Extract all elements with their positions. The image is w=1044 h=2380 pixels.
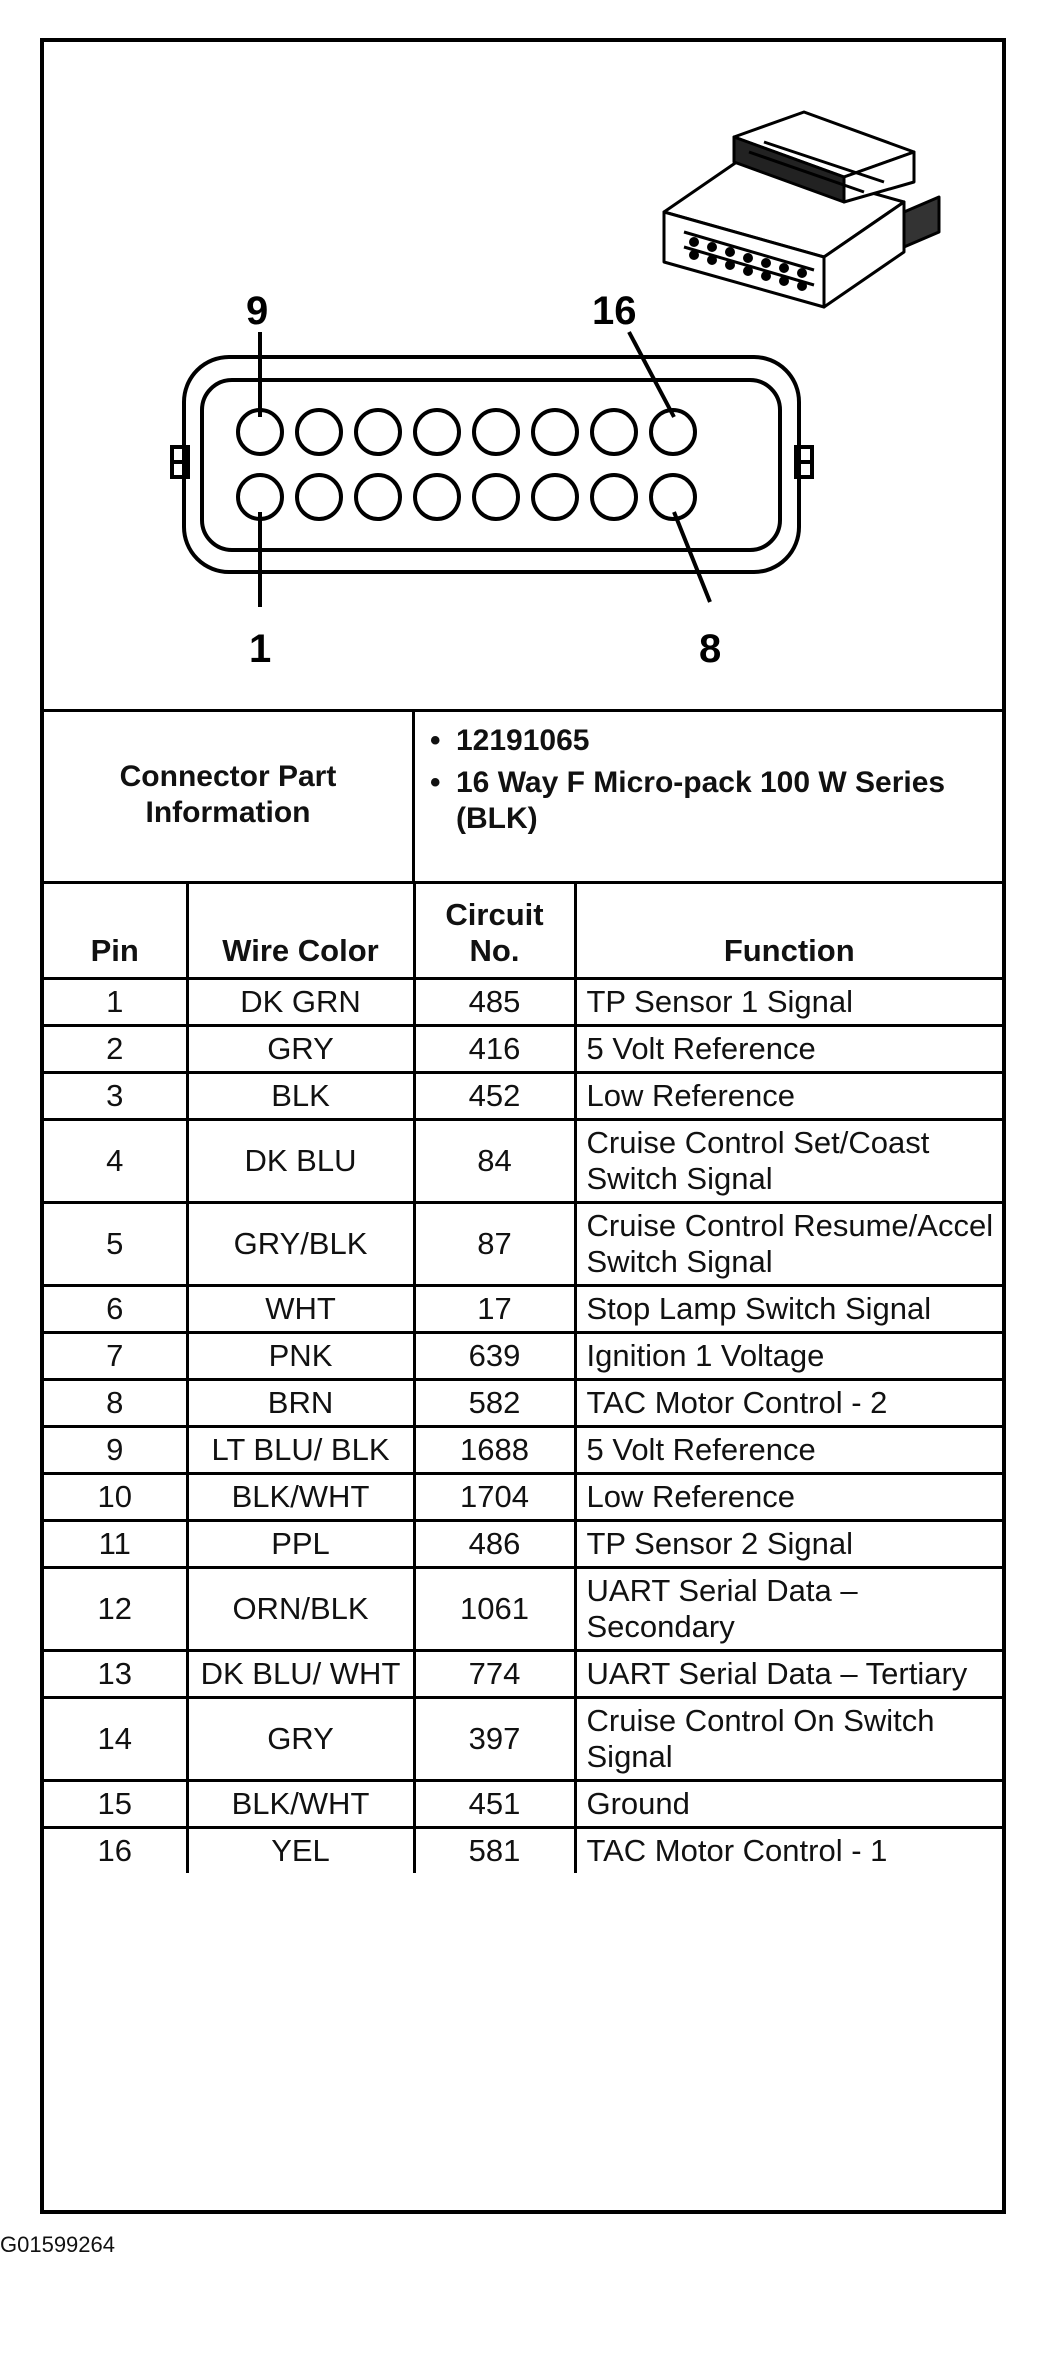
cell-pin: 9 (44, 1426, 187, 1473)
connector-face (172, 357, 812, 572)
pin-cavity (415, 475, 459, 519)
cell-wire-color: DK BLU/ WHT (187, 1650, 414, 1697)
pin-label-1: 1 (249, 627, 272, 671)
cell-function: Low Reference (575, 1072, 1002, 1119)
pin-cavity (356, 410, 400, 454)
cell-circuit-no: 84 (414, 1119, 575, 1202)
cell-pin: 6 (44, 1285, 187, 1332)
cell-function: Cruise Control Set/Coast Switch Signal (575, 1119, 1002, 1202)
pin-cavity (474, 410, 518, 454)
table-row (44, 1332, 1002, 1379)
pin-cavity (592, 410, 636, 454)
cell-function: Cruise Control On Switch Signal (575, 1697, 1002, 1780)
cell-function: TAC Motor Control - 2 (575, 1379, 1002, 1426)
header-pin: Pin (44, 884, 187, 978)
pin-cavity (297, 475, 341, 519)
cell-function: Stop Lamp Switch Signal (575, 1285, 1002, 1332)
cell-function: Ground (575, 1780, 1002, 1827)
connector-part-info (44, 709, 1002, 884)
cell-function: TP Sensor 1 Signal (575, 978, 1002, 1025)
cell-function: TP Sensor 2 Signal (575, 1520, 1002, 1567)
table-row (44, 1473, 1002, 1520)
cell-wire-color: BLK/WHT (187, 1473, 414, 1520)
cell-function: UART Serial Data – Secondary (575, 1567, 1002, 1650)
pin-cavity (533, 475, 577, 519)
cell-circuit-no: 581 (414, 1827, 575, 1873)
table-row (44, 1520, 1002, 1567)
cell-function: UART Serial Data – Tertiary (575, 1650, 1002, 1697)
pin-leader-lines (260, 332, 710, 607)
pin-cavities (238, 410, 695, 519)
cell-function: Cruise Control Resume/Accel Switch Signal (575, 1202, 1002, 1285)
cell-circuit-no: 452 (414, 1072, 575, 1119)
cell-pin: 15 (44, 1780, 187, 1827)
pin-label-9: 9 (246, 289, 269, 333)
cell-wire-color: WHT (187, 1285, 414, 1332)
cell-wire-color: BLK (187, 1072, 414, 1119)
connector-description (418, 765, 998, 837)
pinout-header-row (44, 884, 1002, 978)
connector-3d-view (664, 112, 939, 307)
cell-function: 5 Volt Reference (575, 1025, 1002, 1072)
connector-face-diagram (44, 42, 1002, 709)
cell-circuit-no: 486 (414, 1520, 575, 1567)
header-function: Function (575, 884, 1002, 978)
cell-pin: 3 (44, 1072, 187, 1119)
cell-wire-color: GRY (187, 1697, 414, 1780)
header-wire-color: Wire Color (187, 884, 414, 978)
connector-sheet (40, 38, 1006, 2214)
cell-pin: 14 (44, 1697, 187, 1780)
cell-circuit-no: 1704 (414, 1473, 575, 1520)
cell-circuit-no: 1061 (414, 1567, 575, 1650)
cell-function: Ignition 1 Voltage (575, 1332, 1002, 1379)
connector-part-info-label: Connector Part Information (44, 709, 415, 881)
pin-cavity (356, 475, 400, 519)
cell-circuit-no: 1688 (414, 1426, 575, 1473)
table-row (44, 1567, 1002, 1650)
cell-wire-color: GRY (187, 1025, 414, 1072)
connector-part-info-list (418, 717, 998, 837)
table-row (44, 978, 1002, 1025)
figure-code: G01599264 (0, 2232, 115, 2257)
table-row (44, 1697, 1002, 1780)
cell-function: TAC Motor Control - 1 (575, 1827, 1002, 1873)
cell-circuit-no: 87 (414, 1202, 575, 1285)
cell-pin: 13 (44, 1650, 187, 1697)
cell-wire-color: PPL (187, 1520, 414, 1567)
connector-illustration (44, 42, 1002, 712)
cell-pin: 2 (44, 1025, 187, 1072)
pin-cavity (592, 475, 636, 519)
cell-circuit-no: 485 (414, 978, 575, 1025)
cell-pin: 1 (44, 978, 187, 1025)
table-row (44, 1426, 1002, 1473)
pin-label-16: 16 (592, 289, 637, 333)
connector-description-text: 16 Way F Micro-pack 100 W Series (BLK) (456, 766, 946, 835)
cell-pin: 8 (44, 1379, 187, 1426)
cell-circuit-no: 582 (414, 1379, 575, 1426)
table-row (44, 1285, 1002, 1332)
cell-pin: 7 (44, 1332, 187, 1379)
table-row (44, 1025, 1002, 1072)
cell-wire-color: DK BLU (187, 1119, 414, 1202)
cell-pin: 4 (44, 1119, 187, 1202)
cell-circuit-no: 639 (414, 1332, 575, 1379)
cell-pin: 10 (44, 1473, 187, 1520)
bullet-icon: • (430, 766, 441, 799)
bullet-icon: • (430, 724, 441, 757)
table-row (44, 1650, 1002, 1697)
cell-circuit-no: 397 (414, 1697, 575, 1780)
cell-pin: 12 (44, 1567, 187, 1650)
cell-circuit-no: 416 (414, 1025, 575, 1072)
cell-pin: 11 (44, 1520, 187, 1567)
cell-wire-color: GRY/BLK (187, 1202, 414, 1285)
table-row (44, 1827, 1002, 1873)
table-row (44, 1202, 1002, 1285)
cell-circuit-no: 451 (414, 1780, 575, 1827)
table-row (44, 1379, 1002, 1426)
pinout-table (44, 884, 1002, 1873)
table-row (44, 1780, 1002, 1827)
pin-cavity (533, 410, 577, 454)
cell-wire-color: LT BLU/ BLK (187, 1426, 414, 1473)
cell-wire-color: BRN (187, 1379, 414, 1426)
table-row (44, 1119, 1002, 1202)
cell-circuit-no: 17 (414, 1285, 575, 1332)
pin-cavity (415, 410, 459, 454)
table-row (44, 1072, 1002, 1119)
pin-label-8: 8 (699, 627, 722, 671)
cell-pin: 5 (44, 1202, 187, 1285)
cell-circuit-no: 774 (414, 1650, 575, 1697)
cell-wire-color: ORN/BLK (187, 1567, 414, 1650)
cell-wire-color: DK GRN (187, 978, 414, 1025)
cell-wire-color: BLK/WHT (187, 1780, 414, 1827)
header-circuit-no: Circuit No. (414, 884, 575, 978)
cell-function: 5 Volt Reference (575, 1426, 1002, 1473)
cell-wire-color: YEL (187, 1827, 414, 1873)
cell-function: Low Reference (575, 1473, 1002, 1520)
cell-pin: 16 (44, 1827, 187, 1873)
cell-wire-color: PNK (187, 1332, 414, 1379)
pin-cavity (297, 410, 341, 454)
part-number (418, 723, 998, 759)
part-number-text: 12191065 (456, 724, 590, 757)
pin-cavity (474, 475, 518, 519)
